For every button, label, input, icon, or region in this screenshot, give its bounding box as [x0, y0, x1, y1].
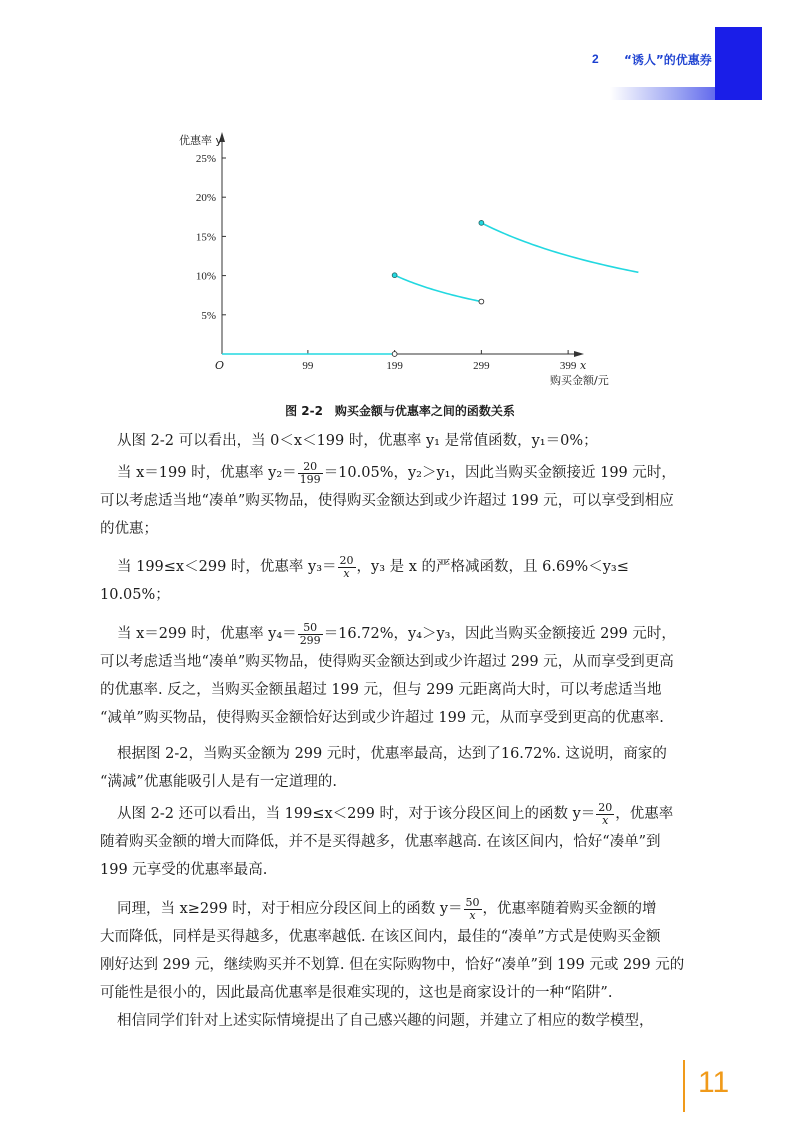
paragraph-4 — [100, 620, 700, 732]
text-line: 可以考虑适当地“凑单”购买物品，使得购买金额达到或少许超过 299 元，从而享受到更高 — [100, 654, 674, 670]
fraction-numerator: 50 — [465, 895, 480, 909]
text-segment: ，优惠率随着购买金额的增 — [482, 901, 657, 917]
page-number: 11 — [698, 1066, 730, 1099]
text-segment: 当 199≤x＜299 时，优惠率 y₃＝ — [117, 559, 337, 575]
fraction — [298, 461, 323, 486]
x-tick-label: 399 — [559, 360, 577, 372]
text-line: 根据图 2-2，当购买金额为 299 元时，优惠率最高，达到了16.72%. 这说明，商家的 — [117, 746, 667, 762]
fraction-denominator: x — [602, 813, 609, 827]
fraction — [298, 622, 323, 647]
y-tick-label: 10% — [195, 270, 216, 283]
text-line: 的优惠； — [100, 521, 158, 537]
y-tick-label: 5% — [201, 309, 216, 322]
endpoint-markers — [392, 220, 484, 356]
end-point-marker — [479, 299, 484, 304]
fraction-denominator: 199 — [299, 472, 321, 486]
curve-segment-2 — [395, 275, 482, 301]
header-blue-tab — [715, 27, 762, 100]
text-line: 相信同学们针对上述实际情境提出了自己感兴趣的问题，并建立了相应的数学模型， — [117, 1013, 654, 1029]
fraction-numerator: 20 — [339, 553, 354, 567]
fraction-denominator: x — [469, 908, 476, 922]
paragraph-5 — [100, 740, 700, 796]
text-line — [100, 895, 700, 923]
origin-label: O — [215, 359, 225, 372]
fraction-numerator: 20 — [598, 800, 613, 814]
x-axis-label: 购买金额/元 — [550, 374, 609, 387]
y-axis-label: 优惠率 y — [178, 134, 222, 147]
fraction — [338, 555, 356, 580]
text-line — [100, 800, 700, 828]
text-line: 可以考虑适当地“凑单”购买物品，使得购买金额达到或少许超过 199 元，可以享受到相应 — [100, 493, 674, 509]
text-segment: 当 x＝299 时，优惠率 y₄＝ — [117, 626, 297, 642]
chapter-number: 2 — [592, 52, 599, 66]
x-axis-arrow — [574, 351, 584, 357]
page-number-divider — [683, 1060, 685, 1112]
text-segment: 当 x＝199 时，优惠率 y₂＝ — [117, 465, 297, 481]
text-segment: ＝10.05%，y₂＞y₁，因此当购买金额接近 199 元时， — [323, 465, 676, 481]
text-line: 199 元享受的优惠率最高. — [100, 862, 268, 878]
end-point-marker — [392, 352, 397, 357]
y-tick-label: 15% — [195, 231, 216, 244]
start-point-marker — [392, 273, 397, 278]
fraction — [596, 802, 614, 827]
text-segment: 从图 2-2 还可以看出，当 199≤x＜299 时，对于该分段区间上的函数 y＝ — [117, 806, 596, 822]
curve-segment-3 — [481, 223, 638, 272]
text-line: “减单”购买物品，使得购买金额恰好达到或少许超过 199 元，从而享受到更高的优惠率. — [100, 710, 664, 726]
text-line — [100, 553, 700, 581]
text-segment: ，y₃ 是 x 的严格减函数，且 6.69%＜y₃≤ — [356, 559, 629, 575]
text-line: 10.05%； — [100, 587, 170, 603]
chapter-title: “诱人”的优惠券 — [624, 53, 712, 67]
text-line — [100, 459, 700, 487]
text-line: 可能性是很小的，因此最高优惠率是很难实现的，这也是商家设计的一种“陷阱”. — [100, 985, 613, 1001]
axes — [219, 132, 584, 357]
x-tick-label: 199 — [386, 360, 403, 372]
function-graph — [160, 128, 640, 393]
fraction-denominator: x — [343, 566, 350, 580]
start-point-marker — [479, 220, 484, 225]
text-line: “满减”优惠能吸引人是有一定道理的. — [100, 774, 337, 790]
x-axis-symbol: x — [580, 359, 587, 372]
fraction-denominator: 299 — [299, 633, 321, 647]
paragraph-7 — [100, 895, 700, 1007]
text-line: 的优惠率. 反之，当购买金额虽超过 199 元，但与 299 元距离尚大时，可以考虑适当地 — [100, 682, 662, 698]
curves — [222, 223, 638, 354]
paragraph-8 — [100, 1007, 700, 1035]
x-tick-label: 99 — [302, 360, 314, 372]
text-line: 随着购买金额的增大而降低，并不是买得越多，优惠率越高. 在该区间内，恰好“凑单”到 — [100, 834, 661, 850]
paragraph-1 — [100, 427, 700, 455]
paragraph-2 — [100, 459, 700, 543]
text-segment: 同理，当 x≥299 时，对于相应分段区间上的函数 y＝ — [117, 901, 463, 917]
x-tick-label: 299 — [473, 360, 490, 372]
y-tick-label: 20% — [195, 192, 216, 205]
text-line — [100, 620, 700, 648]
axis-ticks — [196, 153, 577, 372]
text-segment: ，优惠率 — [615, 806, 674, 822]
paragraph-6 — [100, 800, 700, 884]
fraction — [464, 897, 482, 922]
text-line: 大而降低，同样是买得越多，优惠率越低. 在该区间内，最佳的“凑单”方式是使购买金额 — [100, 929, 661, 945]
fraction-numerator: 50 — [298, 622, 323, 635]
y-tick-label: 25% — [195, 153, 216, 165]
paragraph-3 — [100, 553, 700, 609]
fraction-numerator: 20 — [298, 461, 323, 474]
text-segment: ＝16.72%，y₄＞y₃，因此当购买金额接近 299 元时， — [323, 626, 676, 642]
text-line: 从图 2-2 可以看出，当 0＜x＜199 时，优惠率 y₁ 是常值函数，y₁＝0%； — [117, 433, 598, 449]
figure-caption: 图 2-2 购买金额与优惠率之间的函数关系 — [285, 404, 515, 418]
text-line: 刚好达到 299 元，继续购买并不划算. 但在实际购物中，恰好“凑单”到 199 元或 299 元的 — [100, 957, 685, 973]
